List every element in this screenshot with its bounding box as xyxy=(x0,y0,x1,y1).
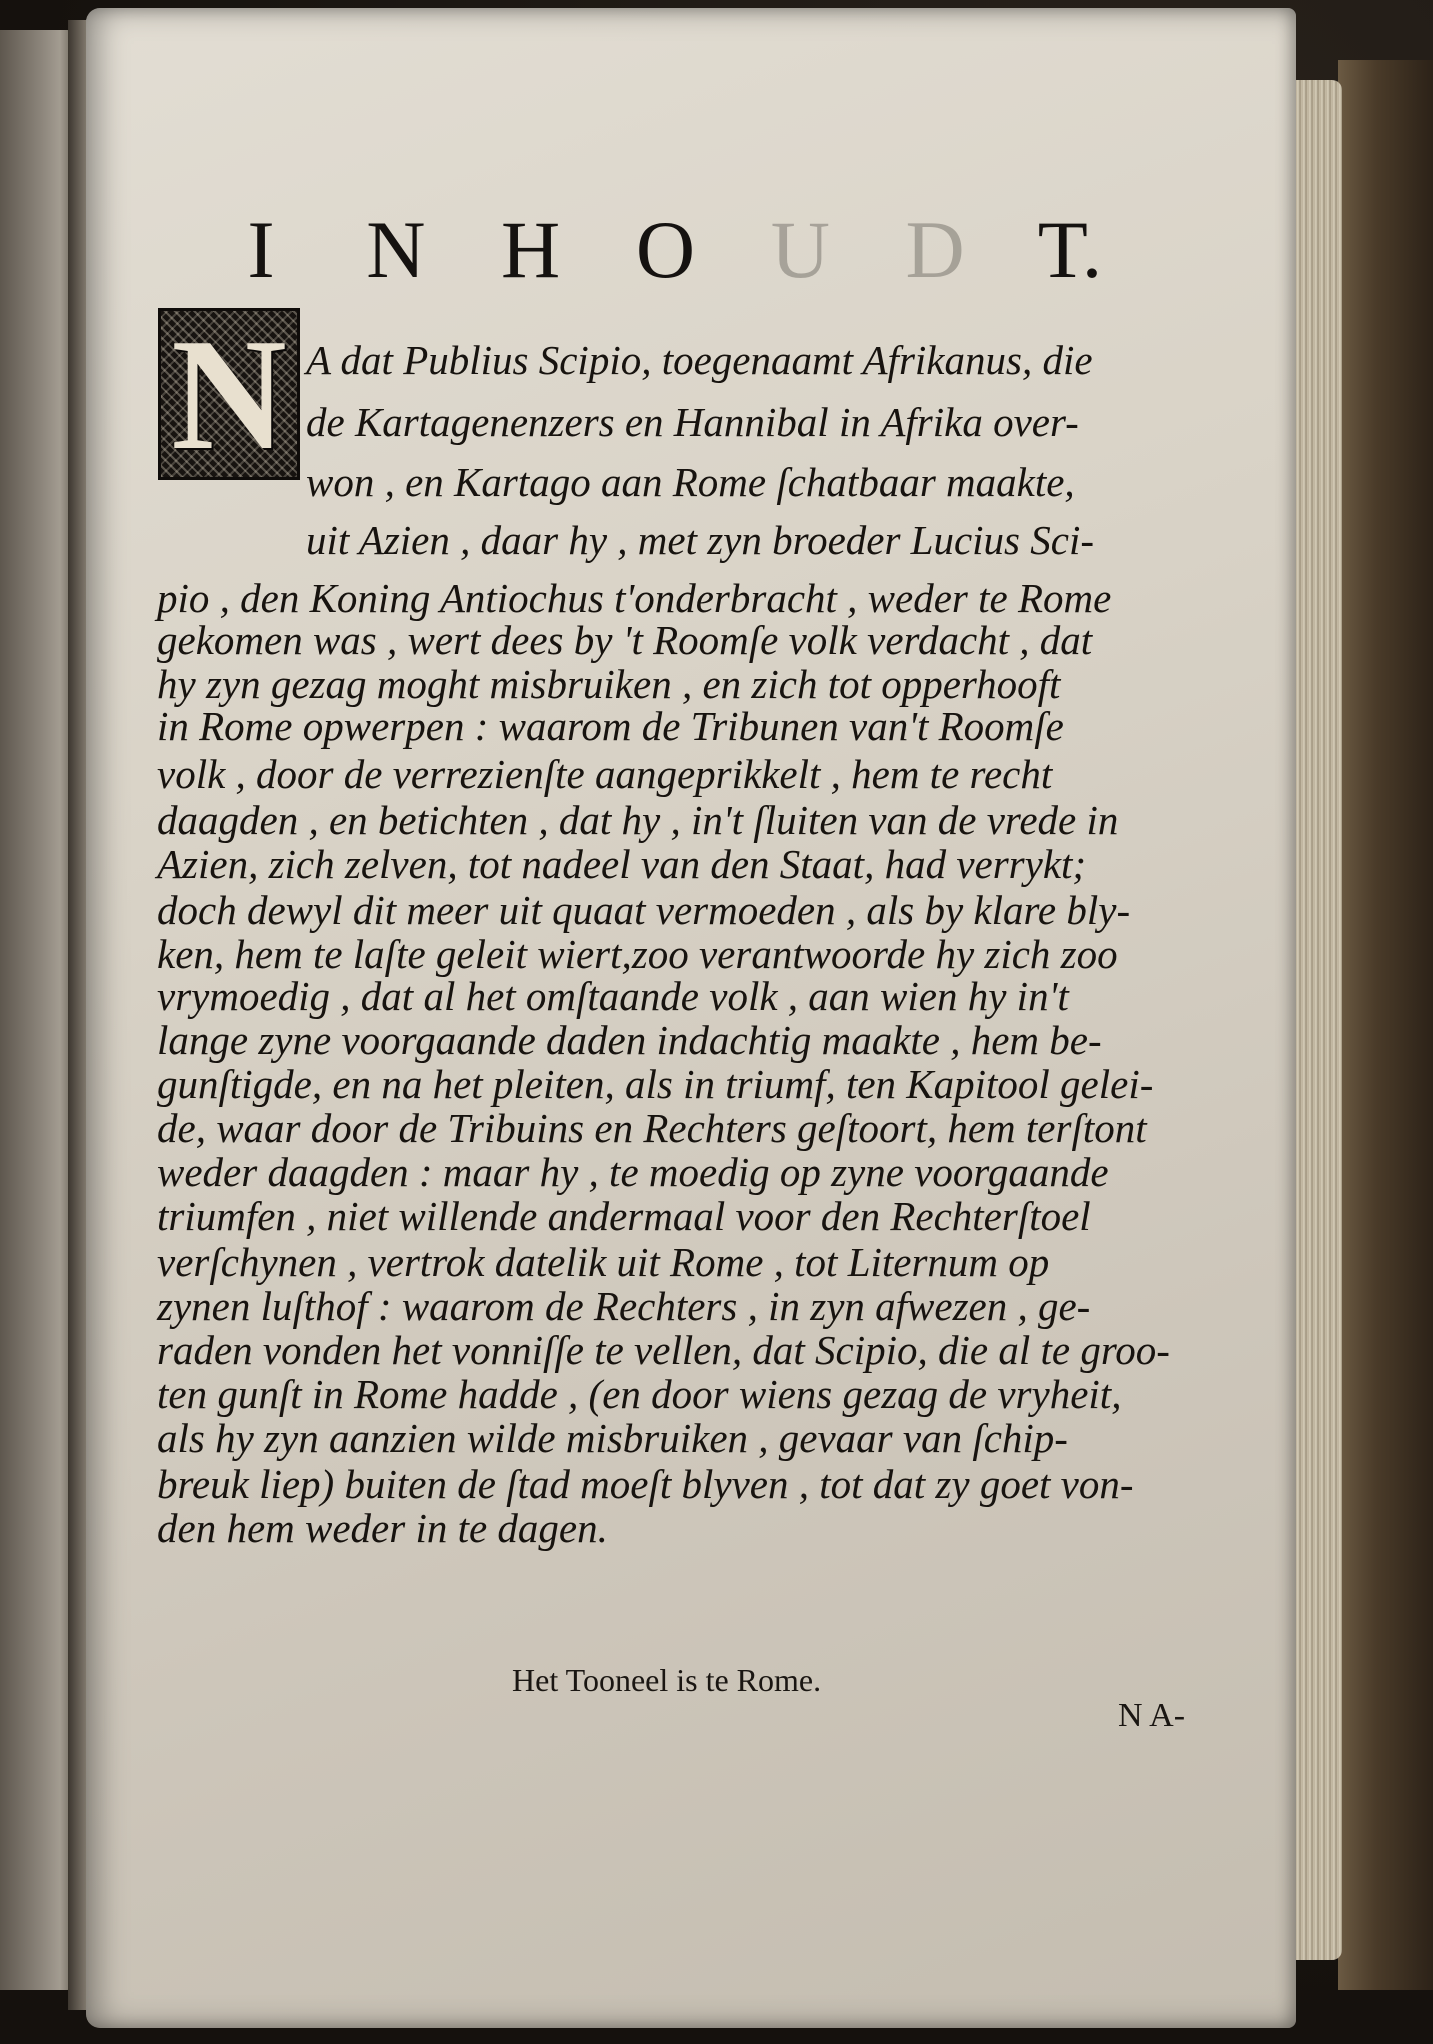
text-line: uit Azien , daar hy , met zyn broeder Lucius Sci- xyxy=(306,517,1095,563)
text-line: hy zyn gezag moght misbruiken , en zich tot opperhooft xyxy=(157,661,1061,707)
text-line: als hy zyn aanzien wilde misbruiken , gevaar van ſchip- xyxy=(157,1415,1068,1461)
heading-letter: T. xyxy=(1037,204,1103,295)
text-line: weder daagden : maar hy , te moedig op zyne voorgaande xyxy=(157,1149,1109,1195)
text-line: ken, hem te laſte geleit wiert,zoo verantwoorde hy zich zoo xyxy=(157,931,1118,977)
text-line: lange zyne voorgaande daden indachtig maakte , hem be- xyxy=(157,1017,1102,1063)
text-line: vrymoedig , dat al het omſtaande volk , aan wien hy in't xyxy=(157,973,1069,1019)
text-line: pio , den Koning Antiochus t'onderbracht , weder te Rome xyxy=(157,575,1112,621)
text-line: Azien, zich zelven, tot nadeel van den Staat, had verrykt; xyxy=(157,841,1087,887)
text-line: de, waar door de Tribuins en Rechters geſtoort, hem terſtont xyxy=(157,1105,1147,1151)
text-line: in Rome opwerpen : waarom de Tribunen van't Roomſe xyxy=(157,703,1064,749)
heading-letter: H xyxy=(501,204,561,295)
text-line: daagden , en betichten , dat hy , in't ſluiten van de vrede in xyxy=(157,797,1119,843)
heading-letter: D xyxy=(905,204,965,295)
text-line: doch dewyl dit meer uit quaat vermoeden , als by klare bly- xyxy=(157,887,1131,933)
text-line: zynen luſthof : waarom de Rechters , in zyn afwezen , ge- xyxy=(157,1283,1091,1329)
text-line: breuk liep) buiten de ſtad moeſt blyven , tot dat zy goet von- xyxy=(157,1461,1134,1507)
text-line: gunſtigde, en na het pleiten, als in triumf, ten Kapitool gelei- xyxy=(157,1061,1154,1107)
text-line: raden vonden het vonniſſe te vellen, dat Scipio, die al te groo- xyxy=(157,1327,1170,1373)
text-line: verſchynen , vertrok datelik uit Rome , tot Liternum op xyxy=(157,1239,1050,1285)
heading-letter: N xyxy=(366,204,426,295)
text-line: triumfen , niet willende andermaal voor den Rechterſtoel xyxy=(157,1193,1091,1239)
drop-cap-letter: N xyxy=(171,305,287,483)
heading-letter: U xyxy=(770,204,830,295)
heading-letter: I xyxy=(247,204,275,295)
text-line: de Kartagenenzers en Hannibal in Afrika over- xyxy=(306,399,1079,445)
text-line: ten gunſt in Rome hadde , (en door wiens gezag de vryheit, xyxy=(157,1371,1122,1417)
text-line: A dat Publius Scipio, toegenaamt Afrikanus, die xyxy=(306,337,1093,383)
setting-note: Het Tooneel is te Rome. xyxy=(512,1662,822,1698)
text-line: gekomen was , wert dees by 't Roomſe volk verdacht , dat xyxy=(157,617,1093,663)
heading-letter: O xyxy=(635,204,696,295)
text-line: den hem weder in te dagen. xyxy=(157,1505,608,1551)
text-line: volk , door de verrezienſte aangeprikkelt , hem te recht xyxy=(157,751,1053,797)
catchword: N A- xyxy=(1118,1697,1186,1734)
text-line: won , en Kartago aan Rome ſchatbaar maakte, xyxy=(306,459,1075,505)
